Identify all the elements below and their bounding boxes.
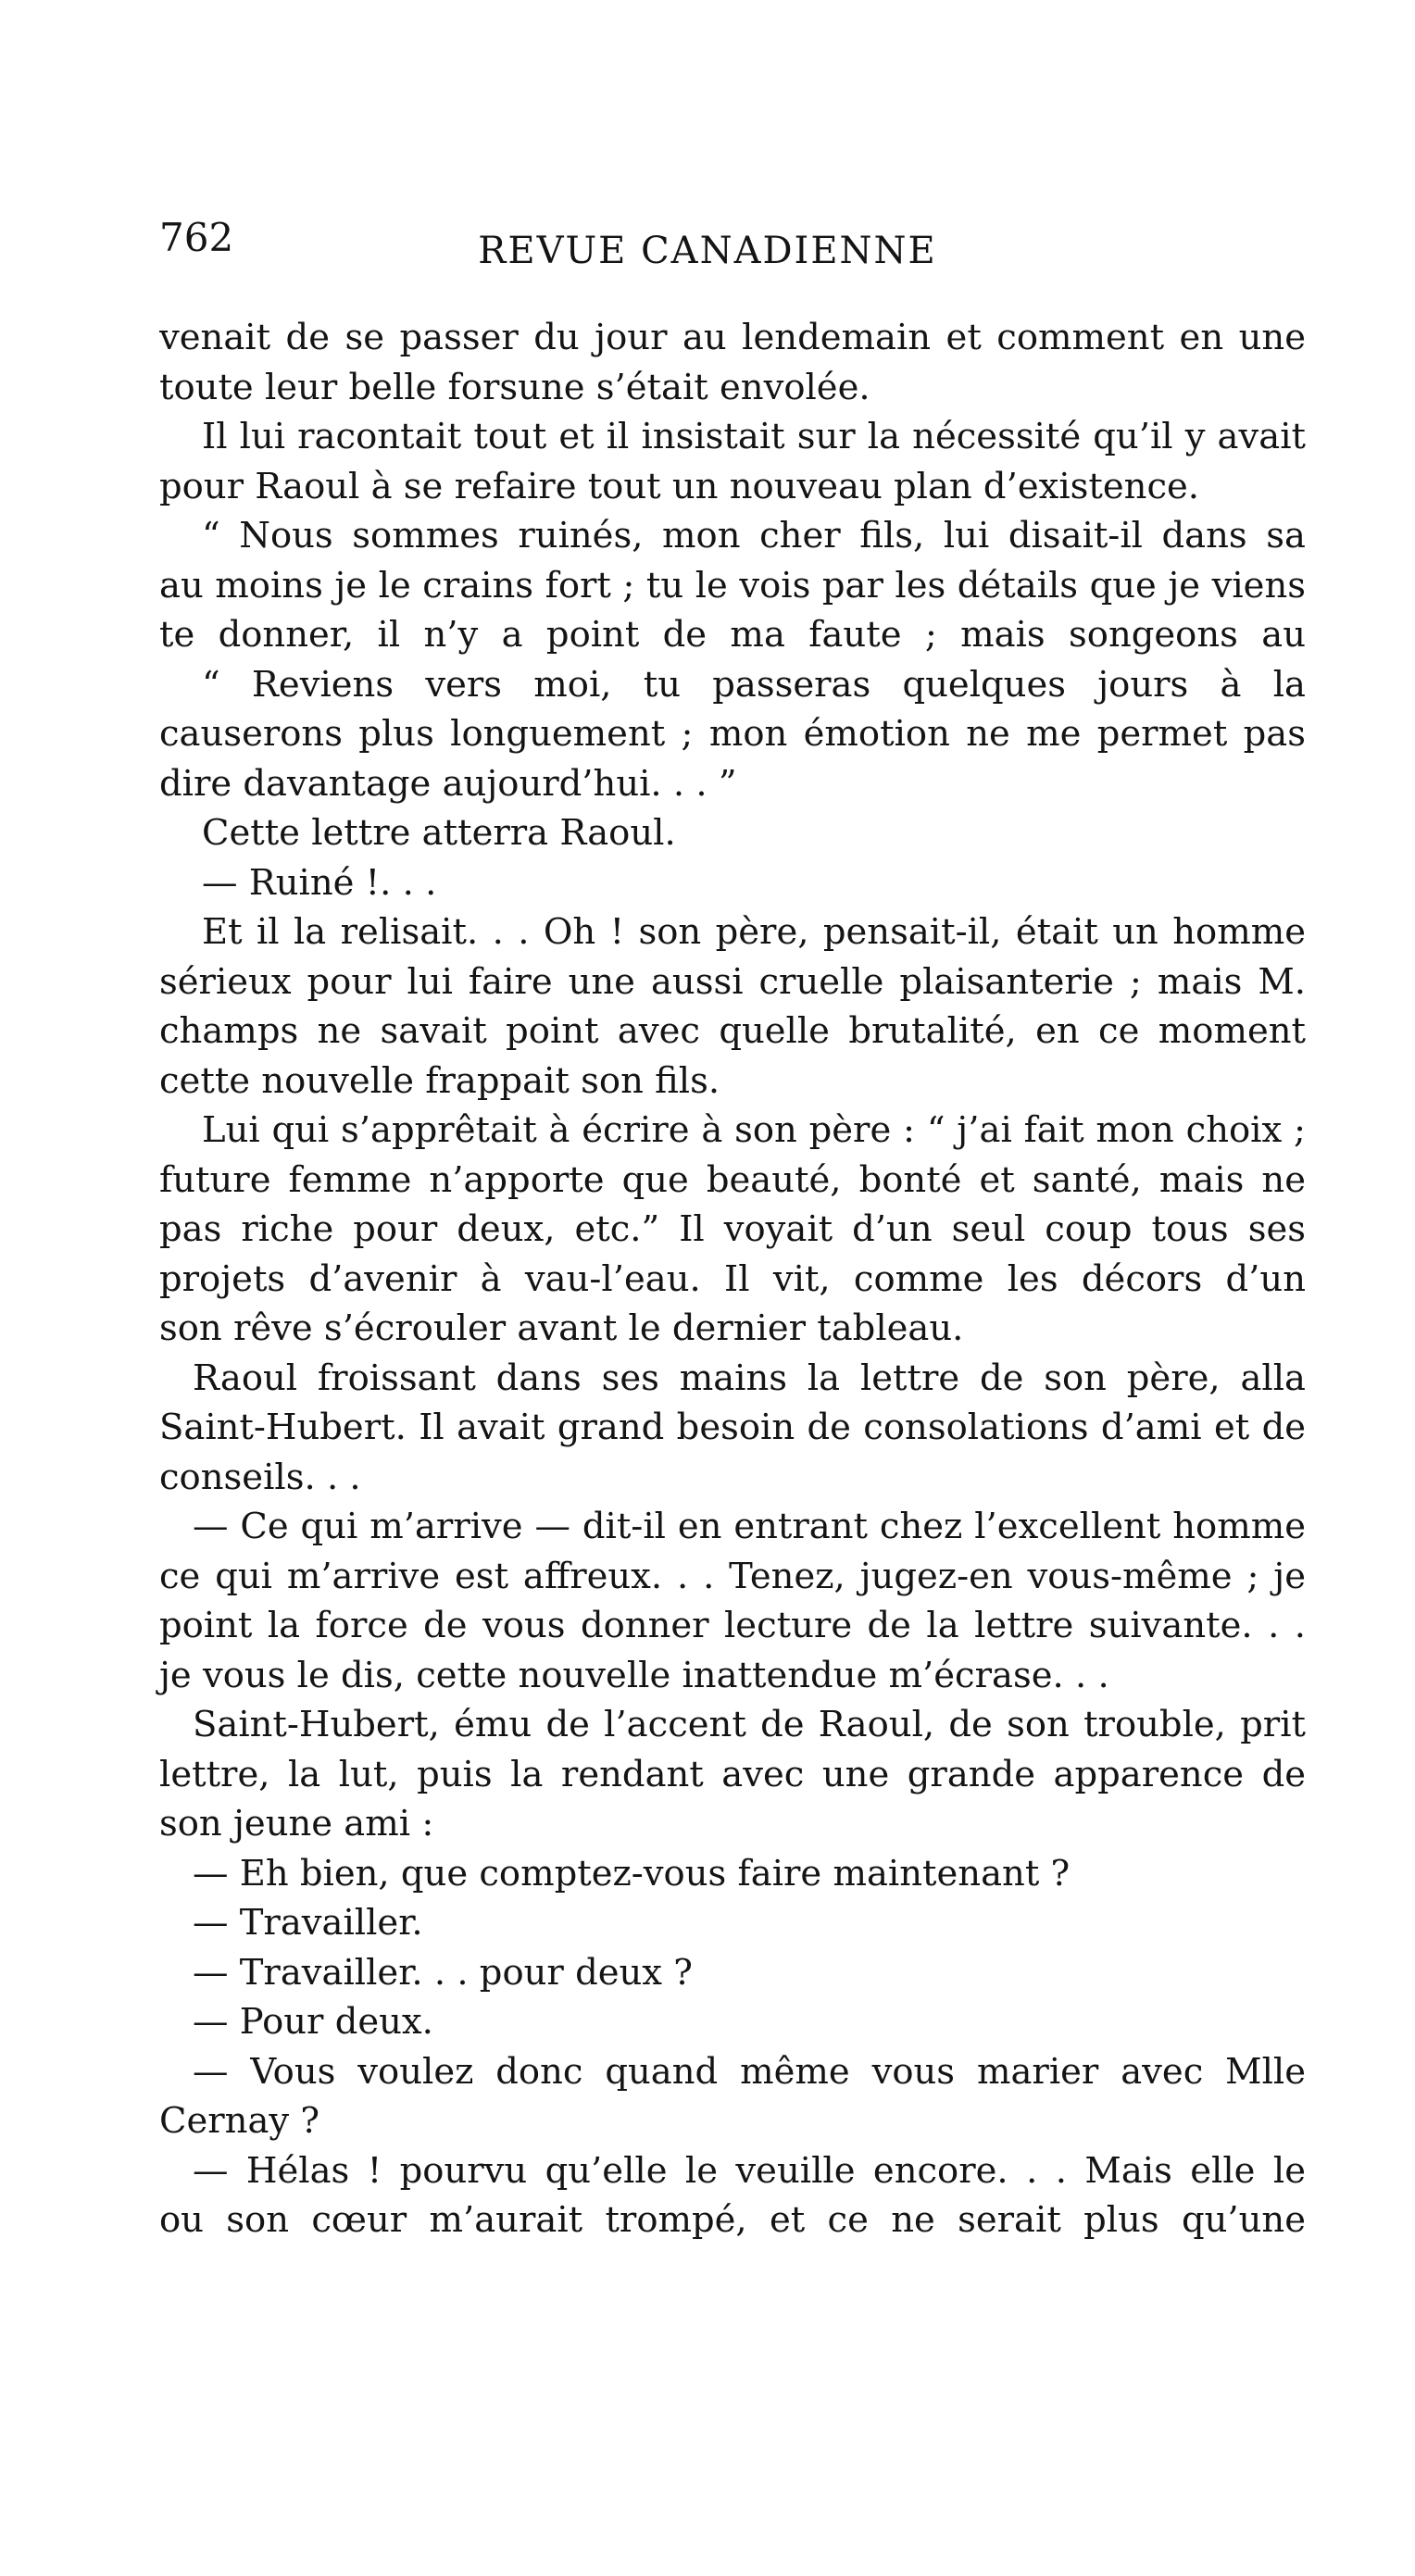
text-line: Cernay ? <box>159 2100 320 2142</box>
text-line: dire davantage aujourd’hui. . . ” <box>159 762 737 805</box>
text-line: son rêve s’écrouler avant le dernier tableau. <box>159 1307 964 1349</box>
text-line: — Ruiné !. . . <box>202 861 437 904</box>
text-line: — Eh bien, que comptez-vous faire maintenant ? <box>193 1852 1071 1894</box>
text-line: ou son cœur m’aurait trompé, et ce ne serait plus qu’une <box>159 2199 1306 2241</box>
running-title: REVUE CANADIENNE <box>478 230 937 272</box>
text-line: te donner, il n’y a point de ma faute ; mais songeons au <box>159 614 1306 656</box>
text-line: “ Reviens vers moi, tu passeras quelques jours à la <box>202 663 1306 706</box>
text-line: Et il la relisait. . . Oh ! son père, pensait-il, était un homme <box>202 911 1306 953</box>
page-number: 762 <box>159 215 234 260</box>
text-line: pas riche pour deux, etc.” Il voyait d’un seul coup tous ses <box>159 1208 1306 1250</box>
text-line: Cette lettre atterra Raoul. <box>202 812 676 854</box>
text-line: point la force de vous donner lecture de la lettre suivante. . . <box>159 1605 1306 1646</box>
text-line: Saint-Hubert, ému de l’accent de Raoul, de son trouble, prit <box>193 1704 1306 1745</box>
text-line: — Hélas ! pourvu qu’elle le veuille encore. . . Mais elle le <box>193 2149 1306 2192</box>
text-line: ce qui m’arrive est affreux. . . Tenez, jugez-en vous-même ; je <box>159 1555 1306 1597</box>
text-line: cette nouvelle frappait son fils. <box>159 1059 720 1102</box>
text-line: je vous le dis, cette nouvelle inattendue m’écrase. . . <box>159 1654 1109 1696</box>
text-line: — Vous voulez donc quand même vous marier avec Mlle <box>193 2050 1306 2093</box>
text-line: conseils. . . <box>159 1456 361 1498</box>
text-line: Il lui racontait tout et il insistait sur la nécessité qu’il y avait <box>202 416 1306 457</box>
text-line: — Travailler. <box>193 1902 423 1944</box>
text-line: au moins je le crains fort ; tu le vois par les détails que je viens <box>159 564 1306 606</box>
text-line: — Ce qui m’arrive — dit-il en entrant chez l’excellent homme <box>193 1506 1306 1547</box>
text-line: causerons plus longuement ; mon émotion ne me permet pas <box>159 713 1306 755</box>
text-line: lettre, la lut, puis la rendant avec une grande apparence de <box>159 1753 1306 1795</box>
text-line: Raoul froissant dans ses mains la lettre de son père, alla <box>193 1357 1306 1399</box>
text-line: champs ne savait point avec quelle brutalité, en ce moment <box>159 1010 1306 1052</box>
text-line: — Pour deux. <box>193 2001 433 2043</box>
text-line: — Travailler. . . pour deux ? <box>193 1951 693 1994</box>
text-line: projets d’avenir à vau-l’eau. Il vit, comme les décors d’un <box>159 1257 1306 1300</box>
text-line: pour Raoul à se refaire tout un nouveau plan d’existence. <box>159 465 1200 507</box>
text-line: son jeune ami : <box>159 1803 434 1844</box>
text-line: Lui qui s’apprêtait à écrire à son père : “ j’ai fait mon choix ; <box>202 1109 1306 1151</box>
text-line: future femme n’apporte que beauté, bonté et santé, mais ne <box>159 1158 1306 1201</box>
body-text <box>159 313 1306 2245</box>
text-line: sérieux pour lui faire une aussi cruelle plaisanterie ; mais M. <box>159 960 1306 1003</box>
text-line: Saint-Hubert. Il avait grand besoin de consolations d’ami et de <box>159 1407 1306 1448</box>
text-line: venait de se passer du jour au lendemain et comment en une <box>159 317 1306 358</box>
text-line: “ Nous sommes ruinés, mon cher fils, lui disait-il dans sa <box>202 515 1306 556</box>
text-line: toute leur belle forsune s’était envolée. <box>159 366 870 408</box>
